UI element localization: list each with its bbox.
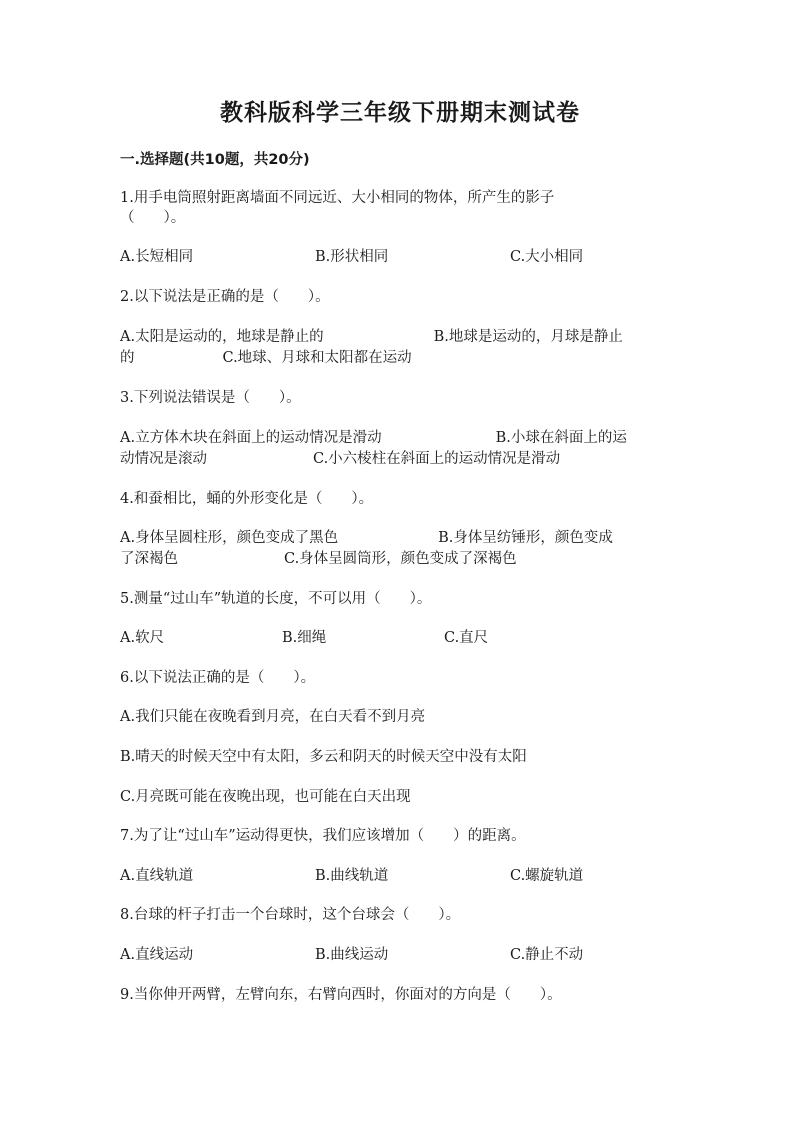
question-3-stem: 3.下列说法错误是（ ）。 [120,390,301,406]
question-2-stem: 2.以下说法是正确的是（ ）。 [120,289,330,305]
question-8-options [120,945,680,966]
question-1-stem-line1: 1.用手电筒照射距离墙面不同远近、大小相同的物体，所产生的影子 [120,190,555,206]
question-5-options [120,628,680,649]
option-c: C.直尺 [444,630,489,646]
question-4 [120,489,680,509]
question-6-option-b: B.晴天的时候天空中有太阳，多云和阴天的时候天空中没有太阳 [120,749,527,765]
option-b: B.曲线轨道 [315,868,389,884]
option-c: C.身体呈圆筒形，颜色变成了深褐色 [284,551,517,567]
page-title: 教科版科学三年级下册期末测试卷 [220,100,580,126]
option-a: A.软尺 [120,630,165,646]
option-b: B.小球在斜面上的运 [495,430,627,446]
option-b: B.曲线运动 [315,947,389,963]
option-c: C.螺旋轨道 [510,868,584,884]
option-b: B.形状相同 [315,249,389,265]
question-6-option-a: A.我们只能在夜晚看到月亮，在白天看不到月亮 [120,709,426,725]
option-a: A.立方体木块在斜面上的运动情况是滑动 [120,430,382,446]
option-c: C.静止不动 [510,947,584,963]
option-a: A.太阳是运动的，地球是静止的 [120,329,324,345]
question-3-options [120,428,680,470]
option-c: C.地球、月球和太阳都在运动 [222,350,412,366]
option-b: B.身体呈纺锤形，颜色变成 [438,530,613,546]
question-5-stem: 5.测量“过山车”轨道的长度，不可以用（ ）。 [120,591,432,607]
question-6-stem: 6.以下说法正确的是（ ）。 [120,670,316,686]
option-a: A.直线运动 [120,947,194,963]
question-4-options [120,528,680,570]
question-3 [120,388,680,408]
question-8-stem: 8.台球的杆子打击一个台球时，这个台球会（ ）。 [120,907,461,923]
question-4-stem: 4.和蚕相比，蛹的外形变化是（ ）。 [120,491,374,507]
option-b: B.地球是运动的，月球是静止 [433,329,623,345]
question-9-stem: 9.当你伸开两臂，左臂向东，右臂向西时，你面对的方向是（ ）。 [120,987,562,1003]
option-b-wrap: 了深褐色 [120,551,178,567]
option-c: C.小六棱柱在斜面上的运动情况是滑动 [313,451,561,467]
question-1-options [120,247,680,268]
question-2-options [120,327,680,369]
option-a: A.直线轨道 [120,868,194,884]
question-9 [120,985,680,1005]
option-b-wrap: 动情况是滚动 [120,451,207,467]
question-6 [120,668,680,688]
question-7 [120,826,680,846]
option-a: A.长短相同 [120,249,194,265]
question-6-option-c: C.月亮既可能在夜晚出现，也可能在白天出现 [120,789,411,805]
question-8 [120,905,680,925]
option-c: C.大小相同 [510,249,584,265]
question-1 [120,188,680,228]
option-a: A.身体呈圆柱形，颜色变成了黑色 [120,530,339,546]
question-2 [120,287,680,307]
section-heading: 一.选择题(共10题，共20分) [120,152,310,168]
question-7-options [120,866,680,887]
question-5 [120,589,680,609]
option-b: B.细绳 [282,630,327,646]
option-b-wrap: 的 [120,350,135,366]
question-7-stem: 7.为了让“过山车”运动得更快，我们应该增加（ ）的距离。 [120,828,526,844]
question-1-stem-line2: （ ）。 [120,210,186,226]
